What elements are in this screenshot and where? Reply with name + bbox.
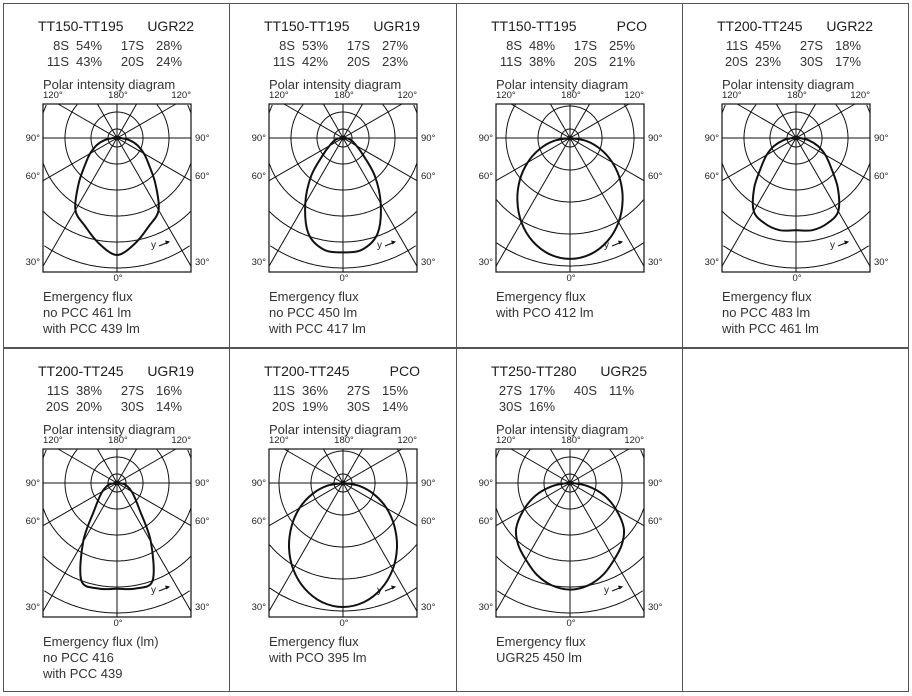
angle-label: 30°: [478, 257, 493, 268]
polar-intensity-diagram: [42, 103, 192, 273]
glare-rating: UGR22: [826, 18, 873, 34]
angle-label: 0°: [339, 618, 349, 629]
glare-rating: UGR19: [373, 18, 420, 34]
glare-rating: UGR19: [147, 363, 194, 379]
emergency-flux-line: with PCC 417 lm: [269, 321, 366, 336]
cell-title: [38, 18, 194, 34]
stat-spacing: 17S: [120, 38, 144, 53]
emergency-flux-line: no PCC 461 lm: [43, 305, 132, 320]
grid-radial-line: [58, 104, 191, 181]
stat-spacing: 17S: [573, 38, 597, 53]
model-range: TT200-TT245: [38, 363, 124, 379]
grid-radial-line: [737, 104, 870, 181]
diagram-title: Polar intensity diagram: [496, 422, 629, 437]
angle-label: 0°: [113, 618, 123, 629]
stat-spacing: 40S: [573, 383, 597, 398]
emergency-flux-line: with PCO 395 lm: [269, 650, 367, 665]
emergency-flux-line: Emergency flux: [43, 289, 133, 304]
stat-spacing: 27S: [120, 383, 144, 398]
angle-label: 60°: [195, 171, 210, 182]
angle-label: 90°: [648, 478, 663, 489]
emergency-flux-line: Emergency flux: [496, 634, 586, 649]
diagram-title: Polar intensity diagram: [269, 77, 402, 92]
angle-label: 60°: [251, 516, 266, 527]
emergency-flux-line: with PCC 439 lm: [43, 321, 140, 336]
glare-rating: PCO: [616, 18, 647, 34]
diagram-title: Polar intensity diagram: [43, 422, 176, 437]
model-range: TT250-TT280: [491, 363, 577, 379]
angle-label: 0°: [339, 273, 349, 284]
diagram-title: Polar intensity diagram: [43, 77, 176, 92]
polar-intensity-diagram: [495, 448, 645, 618]
stat-percentage: 23%: [382, 54, 409, 69]
angle-label: 0°: [113, 273, 123, 284]
stat-spacing: 20S: [45, 399, 69, 414]
angle-label: 0°: [566, 618, 576, 629]
emergency-flux-line: with PCC 439: [43, 666, 123, 681]
stat-spacing: 20S: [346, 54, 370, 69]
angle-label: 120°: [171, 435, 191, 446]
emergency-flux-line: no PCC 450 lm: [269, 305, 358, 320]
stat-percentage: 25%: [609, 38, 636, 53]
angle-label: 90°: [251, 133, 266, 144]
stat-percentage: 38%: [76, 383, 103, 398]
polar-grid: [43, 449, 191, 617]
grid-radial-line: [722, 104, 855, 181]
angle-label: 90°: [195, 478, 210, 489]
angle-label: 120°: [269, 435, 289, 446]
polar-grid: [269, 104, 417, 272]
grid-radial-line: [550, 104, 644, 266]
cell-title: [717, 18, 873, 34]
stat-spacing: 30S: [799, 54, 823, 69]
angle-label: 60°: [648, 171, 663, 182]
angle-label: 90°: [421, 478, 436, 489]
luminaire-cell: [456, 348, 683, 692]
angle-label: 30°: [195, 257, 210, 268]
diagram-title: Polar intensity diagram: [496, 77, 629, 92]
glare-rating: UGR25: [600, 363, 647, 379]
angle-label: 0°: [792, 273, 802, 284]
stat-percentage: 54%: [76, 38, 103, 53]
angle-label: 90°: [478, 133, 493, 144]
cell-title: [38, 363, 194, 379]
cell-title: [491, 18, 647, 34]
angle-label: 0°: [566, 273, 576, 284]
stat-percentage: 27%: [382, 38, 409, 53]
stat-spacing: 11S: [499, 54, 522, 69]
y-axis-label: y: [830, 240, 835, 251]
stat-percentage: 11%: [609, 383, 635, 398]
stat-percentage: 38%: [529, 54, 556, 69]
emergency-flux-line: Emergency flux (lm): [43, 634, 159, 649]
stat-percentage: 43%: [76, 54, 103, 69]
angle-label: 60°: [195, 516, 210, 527]
angle-label: 120°: [496, 90, 516, 101]
angle-label: 30°: [874, 257, 889, 268]
model-range: TT200-TT245: [717, 18, 803, 34]
stat-spacing: 8S: [53, 38, 69, 53]
empty-cell: [682, 348, 909, 692]
angle-label: 90°: [874, 133, 889, 144]
polar-intensity-diagram: [721, 103, 871, 273]
stat-percentage: 16%: [156, 383, 183, 398]
diagram-center-dot: [794, 136, 799, 141]
stat-percentage: 28%: [156, 38, 183, 53]
angle-label: 120°: [624, 435, 644, 446]
model-range: TT150-TT195: [264, 18, 350, 34]
stat-spacing: 11S: [46, 54, 69, 69]
angle-label: 90°: [251, 478, 266, 489]
luminaire-cell: [3, 3, 230, 348]
angle-label: 90°: [25, 478, 40, 489]
cell-title: [491, 363, 647, 379]
stat-percentage: 42%: [302, 54, 329, 69]
grid-radial-line: [496, 104, 590, 266]
stat-percentage: 14%: [156, 399, 183, 414]
angle-label: 120°: [397, 90, 417, 101]
polar-intensity-diagram: [268, 448, 418, 618]
y-axis-label: y: [377, 585, 382, 596]
angle-label: 60°: [874, 171, 889, 182]
stat-spacing: 20S: [573, 54, 597, 69]
angle-label: 120°: [624, 90, 644, 101]
angle-label: 180°: [561, 435, 581, 446]
stat-percentage: 21%: [609, 54, 636, 69]
angle-label: 60°: [478, 171, 493, 182]
stat-spacing: 30S: [346, 399, 370, 414]
stat-spacing: 27S: [346, 383, 370, 398]
grid-radial-line: [269, 449, 363, 611]
diagram-center-dot: [341, 481, 346, 486]
polar-grid: [269, 449, 417, 617]
angle-label: 90°: [648, 133, 663, 144]
angle-label: 60°: [251, 171, 266, 182]
polar-grid: [496, 449, 644, 617]
angle-label: 180°: [787, 90, 807, 101]
grid-radial-line: [496, 449, 629, 526]
stat-spacing: 11S: [272, 54, 295, 69]
diagram-center-dot: [568, 481, 573, 486]
emergency-flux-line: UGR25 450 lm: [496, 650, 582, 665]
angle-label: 90°: [421, 133, 436, 144]
emergency-flux-line: with PCC 461 lm: [722, 321, 819, 336]
emergency-flux-line: Emergency flux: [269, 634, 359, 649]
diagram-title: Polar intensity diagram: [722, 77, 855, 92]
cell-title: [264, 363, 420, 379]
emergency-flux-line: no PCC 416: [43, 650, 114, 665]
luminaire-cell: [3, 348, 230, 692]
angle-label: 120°: [850, 90, 870, 101]
angle-label: 180°: [108, 435, 128, 446]
y-axis-label: y: [377, 240, 382, 251]
grid-radial-line: [43, 104, 176, 181]
stat-spacing: 27S: [498, 383, 522, 398]
polar-intensity-diagram: [495, 103, 645, 273]
angle-label: 180°: [334, 90, 354, 101]
diagram-center-dot: [341, 136, 346, 141]
grid-radial-line: [284, 104, 417, 181]
angle-label: 180°: [334, 435, 354, 446]
stat-percentage: 24%: [156, 54, 183, 69]
model-range: TT200-TT245: [264, 363, 350, 379]
stat-spacing: 17S: [346, 38, 370, 53]
stat-spacing: 30S: [498, 399, 522, 414]
glare-rating: PCO: [389, 363, 420, 379]
stat-spacing: 8S: [279, 38, 295, 53]
stat-spacing: 30S: [120, 399, 144, 414]
angle-label: 90°: [478, 478, 493, 489]
angle-label: 30°: [704, 257, 719, 268]
stat-percentage: 17%: [529, 383, 556, 398]
stat-percentage: 48%: [529, 38, 556, 53]
cell-title: [264, 18, 420, 34]
angle-label: 120°: [269, 90, 289, 101]
luminaire-cell: [229, 348, 457, 692]
emergency-flux-line: no PCC 483 lm: [722, 305, 811, 320]
emergency-flux-line: Emergency flux: [496, 289, 586, 304]
y-axis-label: y: [151, 240, 156, 251]
angle-label: 60°: [648, 516, 663, 527]
grid-radial-line: [269, 104, 402, 181]
polar-grid: [722, 104, 870, 272]
luminaire-cell: [229, 3, 457, 348]
angle-label: 90°: [195, 133, 210, 144]
stat-spacing: 11S: [46, 383, 69, 398]
glare-rating: UGR22: [147, 18, 194, 34]
y-axis-label: y: [151, 585, 156, 596]
angle-label: 180°: [108, 90, 128, 101]
angle-label: 30°: [25, 602, 40, 613]
diagram-center-dot: [568, 136, 573, 141]
grid-radial-line: [43, 449, 176, 526]
diagram-center-dot: [115, 481, 120, 486]
emergency-flux-line: Emergency flux: [269, 289, 359, 304]
angle-label: 60°: [478, 516, 493, 527]
grid-radial-line: [58, 449, 191, 526]
stat-percentage: 53%: [302, 38, 329, 53]
stat-percentage: 23%: [755, 54, 782, 69]
angle-label: 60°: [25, 516, 40, 527]
luminaire-cell: [682, 3, 909, 348]
angle-label: 120°: [43, 90, 63, 101]
angle-label: 120°: [496, 435, 516, 446]
stat-spacing: 27S: [799, 38, 823, 53]
angle-label: 30°: [478, 602, 493, 613]
angle-label: 30°: [195, 602, 210, 613]
angle-label: 30°: [421, 257, 436, 268]
stat-spacing: 20S: [271, 399, 295, 414]
angle-label: 30°: [421, 602, 436, 613]
angle-label: 30°: [25, 257, 40, 268]
angle-label: 30°: [251, 257, 266, 268]
emergency-flux-line: with PCO 412 lm: [496, 305, 594, 320]
stat-percentage: 18%: [835, 38, 862, 53]
stat-percentage: 19%: [302, 399, 329, 414]
stat-spacing: 11S: [272, 383, 295, 398]
angle-label: 60°: [704, 171, 719, 182]
stat-spacing: 8S: [506, 38, 522, 53]
angle-label: 180°: [561, 90, 581, 101]
angle-label: 90°: [704, 133, 719, 144]
angle-label: 30°: [648, 257, 663, 268]
emergency-flux-line: Emergency flux: [722, 289, 812, 304]
stat-percentage: 14%: [382, 399, 409, 414]
stat-percentage: 15%: [382, 383, 409, 398]
diagram-center-dot: [115, 136, 120, 141]
diagram-title: Polar intensity diagram: [269, 422, 402, 437]
grid-radial-line: [511, 449, 644, 526]
angle-label: 60°: [421, 516, 436, 527]
angle-label: 90°: [25, 133, 40, 144]
y-axis-label: y: [604, 585, 609, 596]
grid-radial-line: [323, 449, 417, 611]
stat-percentage: 20%: [76, 399, 103, 414]
stat-percentage: 16%: [529, 399, 556, 414]
stat-spacing: 20S: [120, 54, 144, 69]
luminaire-cell: [456, 3, 683, 348]
polar-intensity-diagram: [42, 448, 192, 618]
model-range: TT150-TT195: [38, 18, 124, 34]
angle-label: 120°: [171, 90, 191, 101]
angle-label: 60°: [421, 171, 436, 182]
y-axis-label: y: [604, 240, 609, 251]
angle-label: 120°: [43, 435, 63, 446]
stat-percentage: 45%: [755, 38, 782, 53]
polar-intensity-diagram: [268, 103, 418, 273]
stat-percentage: 36%: [302, 383, 329, 398]
model-range: TT150-TT195: [491, 18, 577, 34]
stat-percentage: 17%: [835, 54, 862, 69]
angle-label: 120°: [722, 90, 742, 101]
stat-spacing: 11S: [725, 38, 748, 53]
angle-label: 120°: [397, 435, 417, 446]
stat-spacing: 20S: [724, 54, 748, 69]
angle-label: 60°: [25, 171, 40, 182]
angle-label: 30°: [251, 602, 266, 613]
angle-label: 30°: [648, 602, 663, 613]
polar-grid: [43, 104, 191, 272]
